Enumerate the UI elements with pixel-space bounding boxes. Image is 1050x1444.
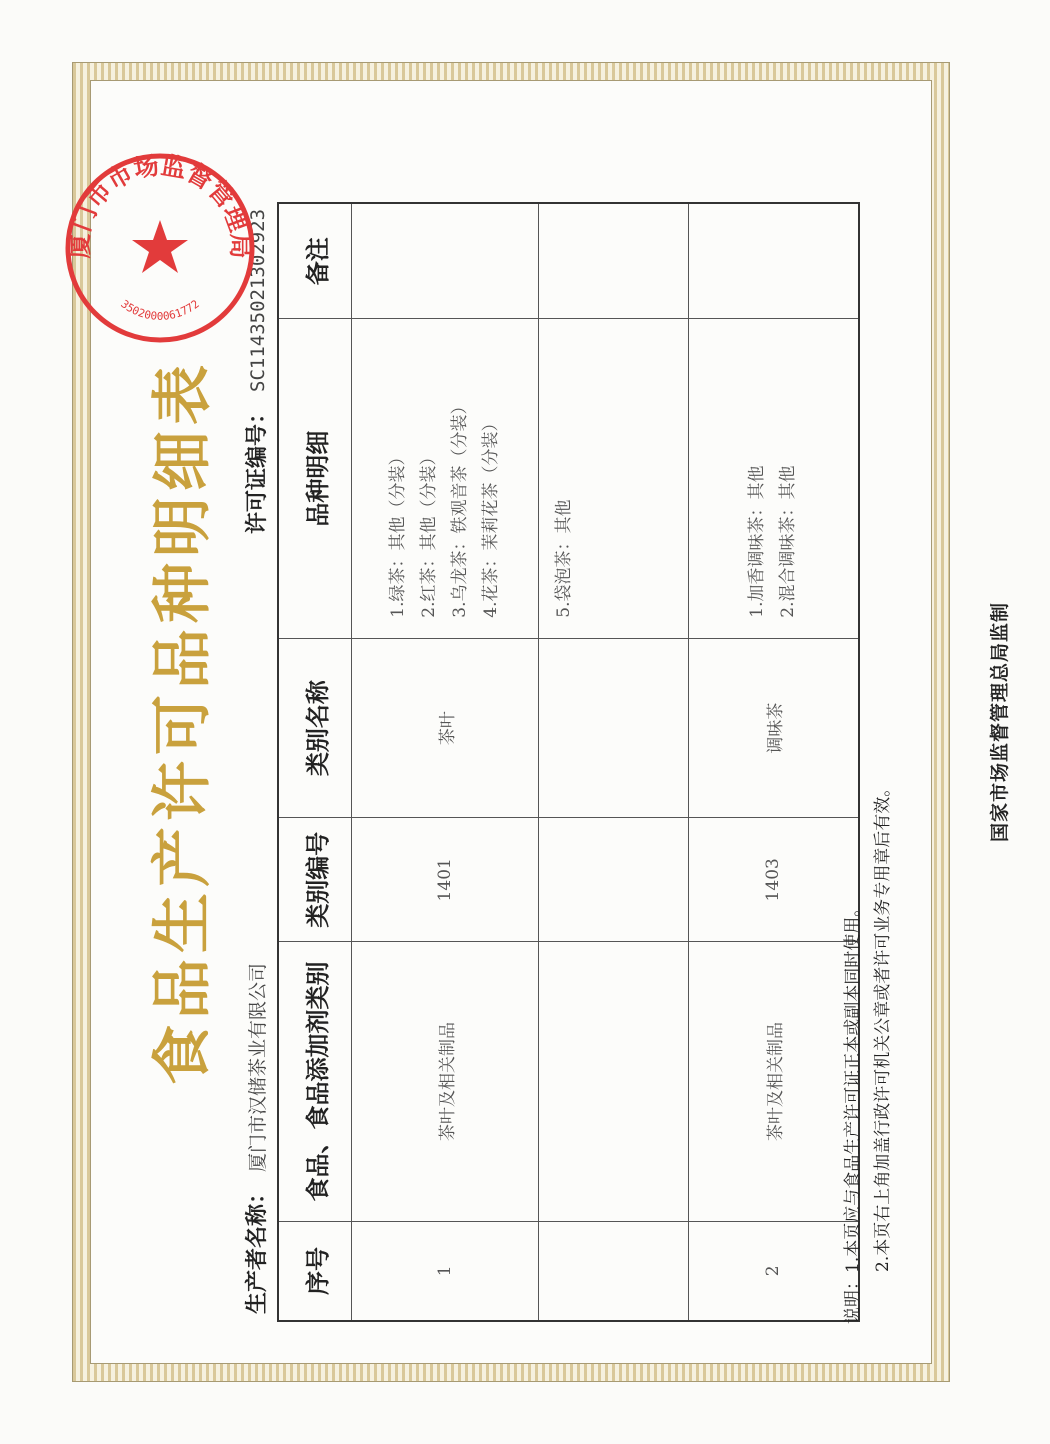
header-name: 类别名称	[278, 638, 352, 818]
row-note	[689, 203, 859, 319]
license-number: SC11435021302923	[247, 208, 269, 392]
row-note	[352, 203, 539, 319]
header-code: 类别编号	[278, 818, 352, 942]
table-header-row	[278, 203, 352, 1321]
variety-item: 2.混合调味茶：其他	[778, 465, 799, 618]
producer-name: 厦门市汉储茶业有限公司	[247, 962, 269, 1172]
row-code	[539, 818, 689, 942]
row-category: 茶叶及相关制品	[352, 942, 539, 1221]
variety-item: 1.加香调味茶：其他	[747, 465, 768, 618]
seal-number: 3502000061772	[118, 297, 202, 323]
producer-label: 生产者名称：	[244, 1181, 270, 1314]
note-line-2: 2.本页右上角加盖行政许可机关公章或者许可业务专用章后有效。	[873, 779, 893, 1272]
variety-table	[277, 202, 860, 1322]
note-line-1: 说明：1.本页应与食品生产许可证正本或副本同时使用。	[843, 899, 863, 1324]
row-seq: 1	[352, 1221, 539, 1321]
row-code: 1401	[352, 818, 539, 942]
row-name: 茶叶	[352, 638, 539, 818]
row-varieties	[539, 319, 689, 638]
table-row	[352, 203, 539, 1321]
row-category	[539, 942, 689, 1221]
seal-star-icon	[132, 220, 188, 273]
table-row	[539, 203, 689, 1321]
variety-item: 5.袋泡茶：其他	[554, 499, 574, 618]
official-seal	[62, 150, 258, 346]
row-category: 茶叶及相关制品	[689, 942, 859, 1221]
row-note	[539, 203, 689, 319]
row-name	[539, 638, 689, 818]
header-seq: 序号	[278, 1221, 352, 1321]
header-category: 食品、食品添加剂类别	[278, 942, 352, 1221]
header-note: 备注	[278, 203, 352, 319]
variety-item: 2.红茶：其他（分装）	[419, 448, 439, 618]
variety-item: 3.乌龙茶：铁观音茶（分装）	[450, 397, 470, 618]
header-varieties: 品种明细	[278, 319, 352, 638]
seal-text: 厦门市市场监督管理局	[64, 150, 256, 259]
row-seq: 2	[689, 1221, 859, 1321]
table-row	[689, 203, 859, 1321]
row-code: 1403	[689, 818, 859, 942]
issuer-footer: 国家市场监督管理总局监制	[989, 602, 1011, 843]
producer-field	[240, 963, 271, 1314]
document-title: 食品生产许可品种明细表	[148, 359, 218, 1085]
variety-item: 1.绿茶：其他（分装）	[388, 448, 408, 618]
row-name: 调味茶	[689, 638, 859, 818]
row-varieties	[689, 319, 859, 638]
row-varieties	[352, 319, 539, 638]
notes	[838, 780, 898, 1324]
license-label: 许可证编号：	[244, 401, 270, 534]
variety-item: 4.花茶：茉莉花茶（分装）	[481, 414, 501, 618]
row-seq	[539, 1221, 689, 1321]
